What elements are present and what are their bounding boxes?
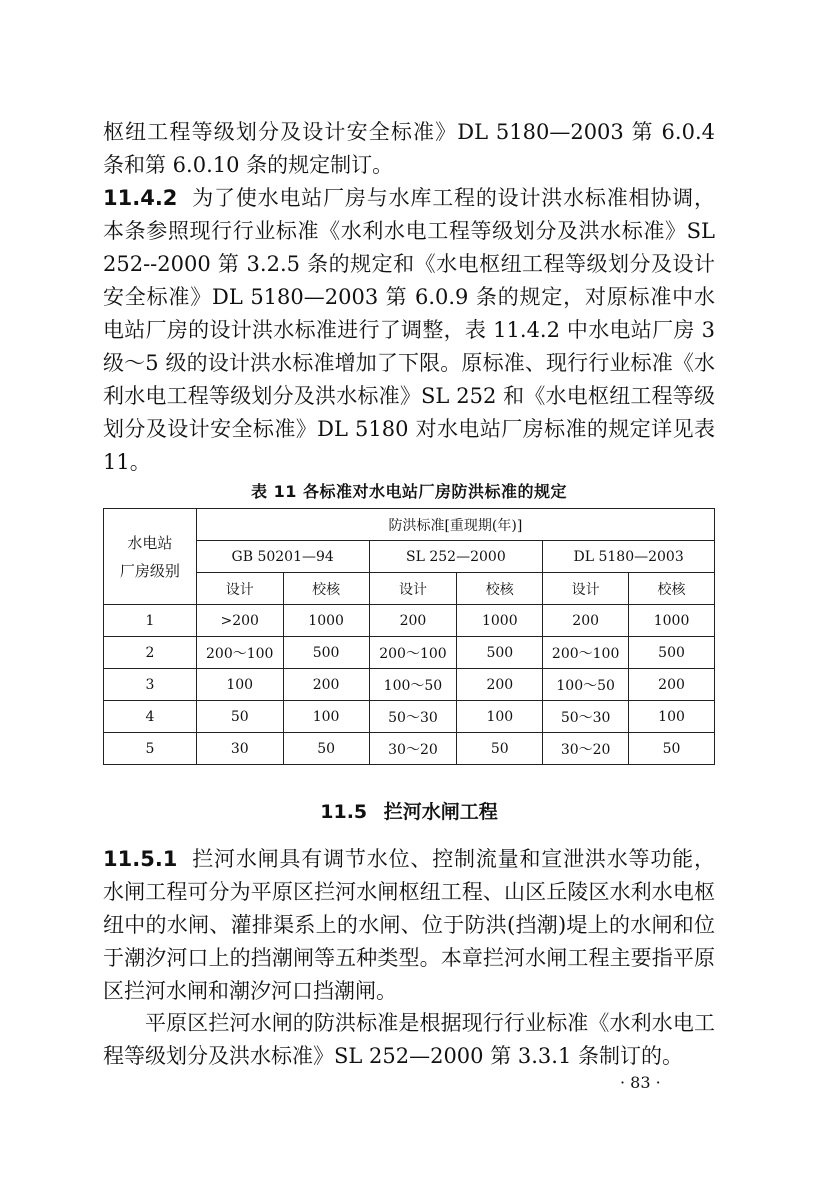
paragraph-11-5-1: [103, 843, 715, 1008]
table-cell: 100～50: [543, 669, 629, 701]
table-cell: 100: [629, 701, 715, 733]
table-cell: 200: [457, 669, 543, 701]
table-row: [104, 701, 715, 733]
clause-number: 11.5.1: [103, 847, 178, 871]
table-row: [104, 637, 715, 669]
table-cell: 200～100: [543, 637, 629, 669]
clause-text: 为了使水电站厂房与水库工程的设计洪水标准相协调，本条参照现行行业标准《水利水电工程等级划分及洪水标准》SL 252--2000 第 3.2.5 条的规定和《水电枢纽工程等级划分及设计安全标准》DL 5180—2003 第 6.0.9 条的规定，对原标准中水电站厂房的设计洪水标准进行了调整，表 11.4.2 中水电站厂房 3 级～5 级的设计洪水标准增加了下限。原标准、现行行业标准《水利水电工程等级划分及洪水标准》SL 252 和《水电枢纽工程等级划分及设计安全标准》DL 5180 对水电站厂房标准的规定详见表 11。: [103, 186, 715, 474]
table-cell: 500: [629, 637, 715, 669]
table-cell: 500: [283, 637, 369, 669]
table-cell: 200～100: [369, 637, 457, 669]
table-cell: 200: [283, 669, 369, 701]
paragraph-11-4-2: [103, 182, 715, 479]
sub-header-check: 校核: [457, 573, 543, 605]
sub-header-check: 校核: [283, 573, 369, 605]
row-header-cell: [104, 509, 197, 605]
table-cell: 30: [196, 733, 283, 765]
table-cell: 3: [104, 669, 197, 701]
table-cell: 200: [543, 605, 629, 637]
clause-number: 11.4.2: [103, 186, 178, 210]
table-cell: 200: [629, 669, 715, 701]
table-cell: 100～50: [369, 669, 457, 701]
table-cell: 50～30: [369, 701, 457, 733]
table-cell: 30～20: [543, 733, 629, 765]
table-cell: 1: [104, 605, 197, 637]
table-cell: 200～100: [196, 637, 283, 669]
table-cell: 5: [104, 733, 197, 765]
standard-header: GB 50201—94: [196, 541, 369, 573]
clause-text: 拦河水闸具有调节水位、控制流量和宣泄洪水等功能，水闸工程可分为平原区拦河水闸枢纽工程、山区丘陵区水利水电枢纽中的水闸、灌排渠系上的水闸、位于防洪(挡潮)堤上的水闸和位于潮汐河口上的挡潮闸等五种类型。本章拦河水闸工程主要指平原区拦河水闸和潮汐河口挡潮闸。: [103, 847, 715, 1003]
paragraph-plain-gate: 平原区拦河水闸的防洪标准是根据现行行业标准《水利水电工程等级划分及洪水标准》SL 252—2000 第 3.3.1 条制订的。: [103, 1011, 715, 1068]
table-cell: 100: [283, 701, 369, 733]
table-cell: 50～30: [543, 701, 629, 733]
table-caption: 表 11 各标准对水电站厂房防洪标准的规定: [251, 482, 567, 501]
page-number: · 83 ·: [620, 1073, 661, 1092]
table-cell: 50: [283, 733, 369, 765]
table-cell: 100: [457, 701, 543, 733]
table-cell: 200: [369, 605, 457, 637]
group-header-cell: 防洪标准[重现期(年)]: [196, 509, 714, 541]
standard-header: SL 252—2000: [369, 541, 543, 573]
table-cell: 1000: [283, 605, 369, 637]
sub-header-design: 设计: [196, 573, 283, 605]
table-cell: 500: [457, 637, 543, 669]
sub-header-check: 校核: [629, 573, 715, 605]
sub-header-design: 设计: [543, 573, 629, 605]
row-header-line2: 厂房级别: [119, 561, 180, 580]
table-row: [104, 605, 715, 637]
table-cell: 2: [104, 637, 197, 669]
table-cell: 30～20: [369, 733, 457, 765]
sub-header-design: 设计: [369, 573, 457, 605]
row-header-line1: 水电站: [127, 533, 173, 552]
table-cell: >200: [196, 605, 283, 637]
table-cell: 4: [104, 701, 197, 733]
table-cell: 100: [196, 669, 283, 701]
table-row: [104, 733, 715, 765]
standard-header: DL 5180—2003: [543, 541, 715, 573]
table-cell: 1000: [629, 605, 715, 637]
table-row: [104, 669, 715, 701]
table-cell: 50: [196, 701, 283, 733]
table-cell: 50: [457, 733, 543, 765]
table-cell: 50: [629, 733, 715, 765]
section-title: 11.5 拦河水闸工程: [320, 801, 498, 823]
paragraph-continuation: 枢纽工程等级划分及设计安全标准》DL 5180—2003 第 6.0.4 条和第 6.0.10 条的规定制订。: [103, 120, 715, 177]
table-cell: 1000: [457, 605, 543, 637]
flood-standard-table: [103, 508, 715, 765]
